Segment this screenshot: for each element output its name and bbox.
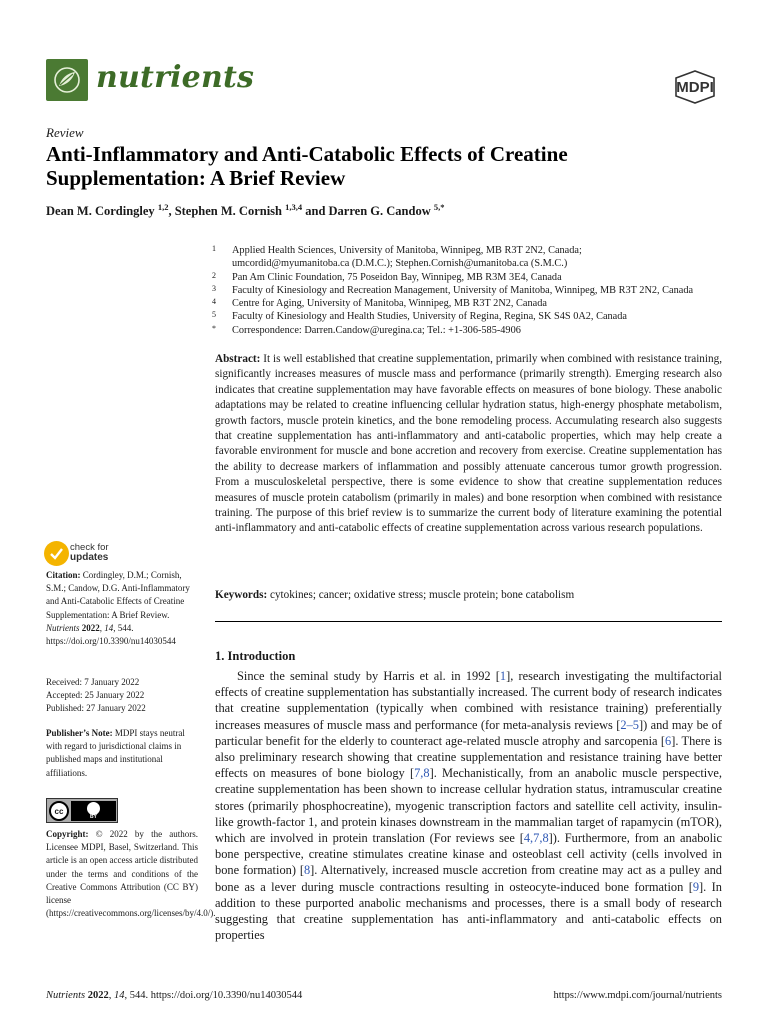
check-updates-icon	[44, 541, 69, 566]
author-name[interactable]: Stephen M. Cornish	[174, 204, 282, 218]
check-updates-line1: check for	[70, 542, 109, 553]
publisher-name: MDPI	[676, 79, 714, 96]
body-text-segment: ]. Alternatively, increased muscle accretion from creatine may act as a pulley and bone as a lever during muscle contractions resulting in osteocyte-induced bone formation [	[215, 863, 722, 894]
footer-citation: Nutrients 2022, 14, 544. https://doi.org/10.3390/nu14030544	[46, 990, 303, 1001]
author-list	[46, 204, 445, 219]
affiliation-number: 1	[212, 244, 216, 253]
affiliation-text: Faculty of Kinesiology and Recreation Management, University of Manitoba, Winnipeg, MB R3T 2N2, Canada	[232, 284, 694, 296]
copyright-text: © 2022 by the authors. Licensee MDPI, Basel, Switzerland. This article is an open access article distributed under the terms and conditions of the Creative Commons Attribution (CC BY) license (https://creativecommons.org/licenses/by/4.0/).	[46, 829, 216, 919]
section-heading: 1. Introduction	[215, 649, 296, 663]
footer-journal-url[interactable]: https://www.mdpi.com/journal/nutrients	[553, 990, 722, 1001]
affiliation-line	[212, 244, 732, 257]
keywords	[215, 589, 722, 601]
journal-name: nutrients	[96, 60, 255, 95]
author-name[interactable]: Dean M. Cordingley	[46, 204, 155, 218]
affiliation-number: 3	[212, 283, 216, 293]
publication-dates	[46, 676, 198, 716]
publisher-note	[46, 727, 198, 780]
published-date: Published: 27 January 2022	[46, 703, 146, 714]
check-for-updates-button[interactable]	[44, 541, 134, 567]
body-text-segment: ]. Mechanistically, from an anabolic muscle perspective, creatine supplementation has been shown to increase cellular hydration status, intramuscular creatine stores (primarily phosphocreatine), myogenic transcription factors and satellite cell activity, insulin-like growth-factor 1, and protein kinases downstream in the mammalian target of rapamycin (mTOR), which are involved in protein translation (For reviews see [	[215, 766, 722, 846]
author-separator: and	[302, 204, 329, 218]
attribution-icon	[71, 801, 116, 821]
affiliation-line	[212, 271, 732, 284]
citation-link[interactable]: 7,8	[414, 766, 430, 781]
citation-journal: Nutrients	[46, 622, 80, 633]
author-affil-sup: 5,*	[433, 202, 445, 212]
citation-text: Cordingley, D.M.; Cornish, S.M.; Candow, D.G. Anti-Inflammatory and Anti-Catabolic Effects of Creatine Supplementation: A Brief Review.	[46, 570, 190, 620]
affiliation-number: *	[212, 323, 216, 333]
body-text-segment: ]). Furthermore, from an anabolic bone perspective, creatine stimulates creatine kinase and osteoblast cell activity (cells involved in bone formation) [	[215, 831, 722, 878]
body-text-segment: ]. In addition to these purported anabolic mechanisms and processes, there is a small body of research suggesting that creatine supplementation has anti-inflammatory and anti-catabolic effects on properties	[215, 879, 722, 943]
body-text-segment: ]. There is also preliminary research showing that creatine supplementation and resistance training have better effects on measures of bone biology [	[215, 733, 722, 781]
affiliation-emails[interactable]: umcordid@myumanitoba.ca (D.M.C.); Stephen.Cornish@umanitoba.ca (S.M.C.)	[232, 258, 568, 270]
citation-block: Citation: Cordingley, D.M.; Cornish, S.M.; Candow, D.G. Anti-Inflammatory and Anti-Catabolic Effects of Creatine Supplementation: A Brief Review. Nutrients 2022, 14, 544. https://doi.org/10.3390/nu14030544	[46, 570, 190, 647]
article-type: Review	[46, 125, 84, 140]
publisher-note-text: MDPI stays neutral with regard to jurisdictional claims in published maps and institutional affiliations.	[46, 728, 185, 778]
citation-link[interactable]: 1	[499, 669, 507, 683]
leaf-logo-icon	[51, 64, 83, 96]
journal-logo	[46, 59, 88, 101]
copyright-notice	[46, 828, 216, 920]
citation-link[interactable]: 2–5	[620, 717, 639, 732]
citation-volume: 14	[104, 622, 114, 633]
affiliations	[212, 244, 732, 337]
check-updates-label	[70, 543, 109, 563]
citation-link[interactable]: 8	[303, 863, 311, 878]
affiliation-text: Applied Health Sciences, University of Manitoba, Winnipeg, MB R3T 2N2, Canada;	[232, 245, 582, 256]
cc-by-license-badge[interactable]	[46, 798, 118, 823]
author-affil-sup: 1,2	[157, 202, 169, 212]
author-name[interactable]: Darren G. Candow	[328, 204, 431, 218]
introduction-text	[215, 668, 722, 943]
citation-link[interactable]: 4,7,8	[523, 831, 549, 846]
footer-year: 2022	[87, 990, 109, 1001]
article-title: Anti-Inflammatory and Anti-Catabolic Effects of Creatine Supplementation: A Brief Review	[46, 142, 568, 190]
citation-label: Citation:	[46, 570, 81, 580]
body-text-segment: ], research investigating the multifactorial effects of creatine supplementation has substantially increased. The current body of research indicates that creatine supplementation (typically when combined with resistance training) preferentially increases measures of muscle mass and performance (for meta-analysis reviews [	[215, 669, 722, 732]
citation-link[interactable]: 6	[664, 733, 672, 748]
affiliation-number: 4	[212, 297, 216, 307]
correspondence-text[interactable]: Correspondence: Darren.Candow@uregina.ca; Tel.: +1-306-585-4906	[232, 324, 521, 336]
citation-link[interactable]: 9	[692, 879, 700, 894]
keywords-label: Keywords:	[215, 589, 268, 601]
publisher-logo[interactable]	[670, 70, 720, 104]
footer-volume: 14	[113, 990, 125, 1001]
footer-doi[interactable]: , 544. https://doi.org/10.3390/nu14030544	[124, 990, 303, 1001]
abstract	[215, 352, 722, 537]
keywords-text: cytokines; cancer; oxidative stress; muscle protein; bone catabolism	[270, 589, 575, 601]
affiliation-line	[212, 257, 732, 270]
abstract-label: Abstract:	[215, 353, 261, 365]
body-text-segment: ]) and may be of particular benefit for the elderly to counteract age-related muscle atrophy and sarcopenia [	[215, 717, 722, 748]
accepted-date: Accepted: 25 January 2022	[46, 690, 145, 701]
affiliation-text: Pan Am Clinic Foundation, 75 Poseidon Bay, Winnipeg, MB R3M 3E4, Canada	[232, 271, 562, 283]
section-divider	[215, 621, 722, 622]
affiliation-text: Faculty of Kinesiology and Health Studies, University of Regina, Regina, SK S4S 0A2, Canada	[232, 311, 627, 323]
author-affil-sup: 1,3,4	[285, 202, 303, 212]
received-date: Received: 7 January 2022	[46, 677, 140, 687]
citation-doi-link[interactable]: 544. https://doi.org/10.3390/nu14030544	[46, 622, 176, 647]
affiliation-line	[212, 310, 732, 323]
affiliation-text: Centre for Aging, University of Manitoba, Winnipeg, MB R3T 2N2, Canada	[232, 298, 547, 310]
publisher-note-label: Publisher’s Note:	[46, 728, 113, 738]
affiliation-number: 2	[212, 270, 216, 280]
cc-by-text: BY	[90, 814, 97, 820]
cc-icon: cc	[49, 801, 69, 821]
affiliation-line	[212, 297, 732, 310]
author-separator: ,	[168, 204, 175, 218]
abstract-text: It is well established that creatine supplementation, primarily when combined with resistance training, significantly increases measures of muscle mass and performance (primarily strength). Emerging research also indicates that creatine supplementation may have favorable effects on measures of bone biology. These anabolic adaptations may be related to creatine influencing cellular hydration status, high-energy phosphate metabolism, growth factors, muscle protein kinetics, and the bone remodeling process. Accumulating research also suggests that creatine supplementation has anti-inflammatory and anti-catabolic properties, which may help create a favorable environment for muscle and bone accretion and recovery from exercise. Creatine supplementation has the ability to decrease markers of inflammation and possibly attenuate cancerous tumor growth progression. From a musculoskeletal perspective, there is some evidence to show that creatine supplementation reduces measures of muscle protein catabolism (primarily in males) and bone resorption when combined with resistance training. The purpose of this brief review is to summarize the current body of literature examining the potential anti-inflammatory and anti-catabolic effects of creatine supplementation across various research populations.	[215, 353, 722, 535]
correspondence-line	[212, 324, 732, 337]
check-updates-line2: updates	[70, 552, 109, 563]
footer-journal: Nutrients	[46, 990, 86, 1001]
body-text-segment: Since the seminal study by Harris et al. in 1992 [	[237, 669, 500, 683]
copyright-label: Copyright:	[46, 829, 89, 839]
affiliation-line	[212, 284, 732, 297]
affiliation-number: 5	[212, 310, 216, 320]
citation-year: 2022	[81, 622, 100, 633]
